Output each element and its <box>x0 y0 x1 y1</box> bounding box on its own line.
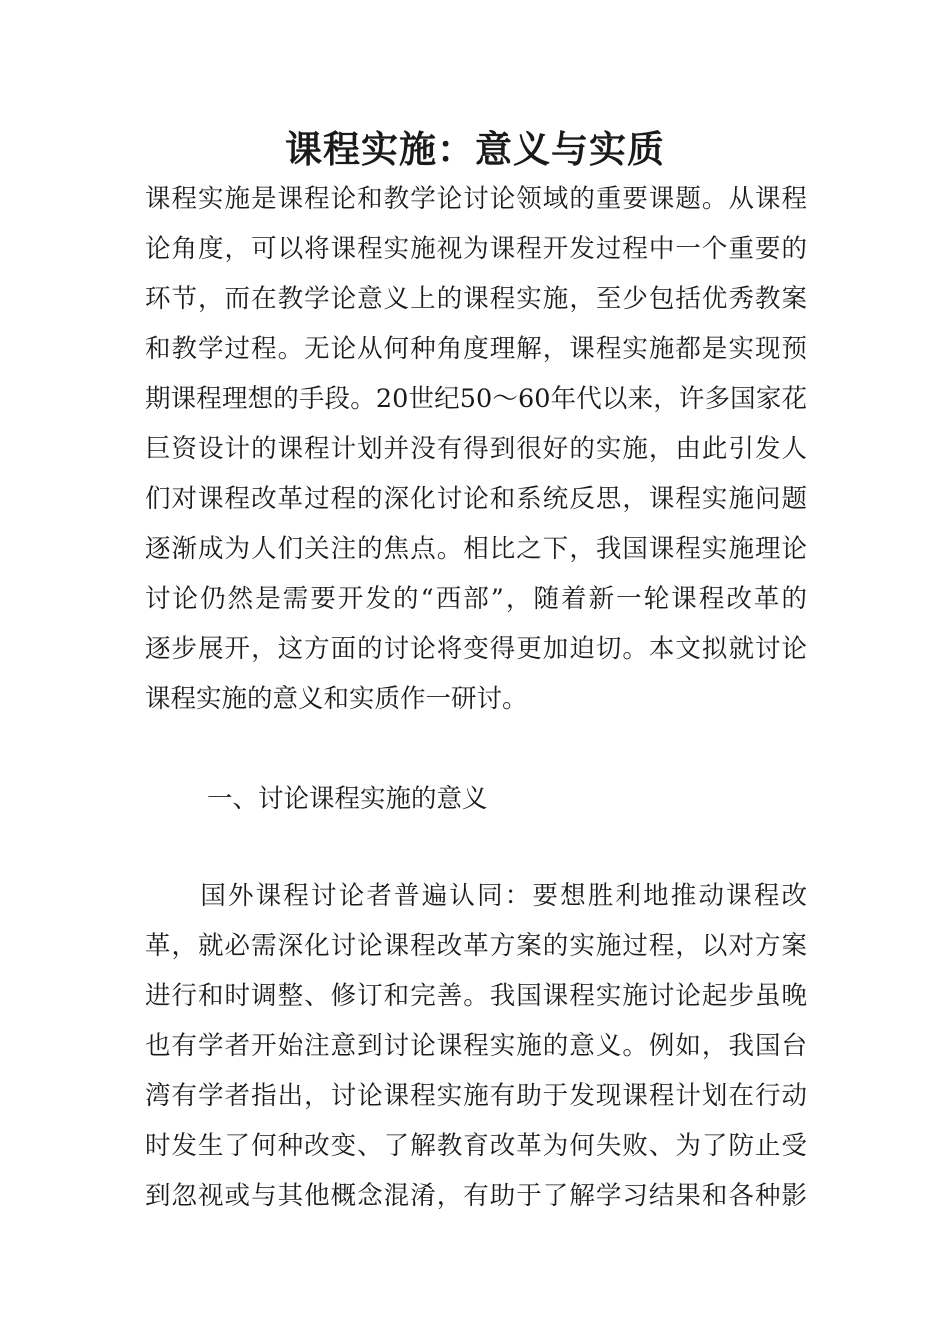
paragraph-line: 也有学者开始注意到讨论课程实施的意义。例如，我国台 <box>145 1031 807 1061</box>
paragraph-line: 国外课程讨论者普遍认同：要想胜利地推动课程改 <box>145 881 807 911</box>
paragraph-line: 革，就必需深化讨论课程改革方案的实施过程，以对方案 <box>145 931 807 961</box>
document-title: 课程实施：意义与实质 <box>285 128 665 171</box>
section-heading: 一、讨论课程实施的意义 <box>207 784 488 814</box>
paragraph-line: 们对课程改革过程的深化讨论和系统反思，课程实施问题 <box>145 484 807 514</box>
paragraph-line: 讨论仍然是需要开发的“西部”，随着新一轮课程改革的 <box>145 584 807 614</box>
paragraph-line: 期课程理想的手段。20世纪50～60年代以来，许多国家花 <box>145 384 807 414</box>
paragraph-line: 到忽视或与其他概念混淆，有助于了解学习结果和各种影 <box>145 1181 807 1211</box>
paragraph-line: 湾有学者指出，讨论课程实施有助于发现课程计划在行动 <box>145 1081 807 1111</box>
paragraph-line: 逐渐成为人们关注的焦点。相比之下，我国课程实施理论 <box>145 534 807 564</box>
paragraph-line: 和教学过程。无论从何种角度理解，课程实施都是实现预 <box>145 334 807 364</box>
paragraph-line: 进行和时调整、修订和完善。我国课程实施讨论起步虽晚 <box>145 981 807 1011</box>
paragraph-line: 时发生了何种改变、了解教育改革为何失败、为了防止受 <box>145 1131 807 1161</box>
paragraph-line: 论角度，可以将课程实施视为课程开发过程中一个重要的 <box>145 234 807 264</box>
paragraph-line: 逐步展开，这方面的讨论将变得更加迫切。本文拟就讨论 <box>145 634 807 664</box>
paragraph-line: 课程实施是课程论和教学论讨论领域的重要课题。从课程 <box>145 184 807 214</box>
paragraph-line: 环节，而在教学论意义上的课程实施，至少包括优秀教案 <box>145 284 807 314</box>
paragraph-line: 巨资设计的课程计划并没有得到很好的实施，由此引发人 <box>145 434 807 464</box>
paragraph-line: 课程实施的意义和实质作一研讨。 <box>145 684 528 714</box>
